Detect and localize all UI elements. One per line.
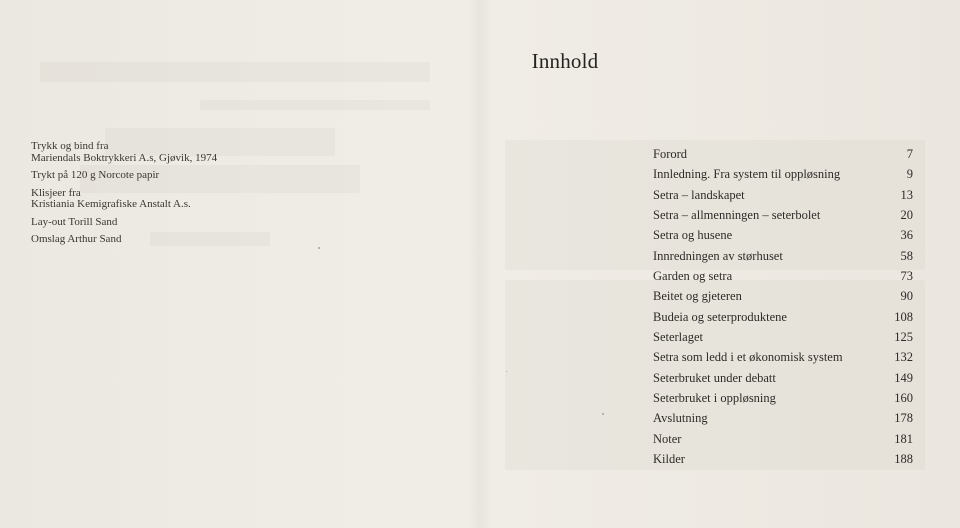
toc-entry-page: 58 — [900, 248, 913, 263]
toc-entry-page: 178 — [894, 411, 913, 426]
toc-entry-title: Innledning. Fra system til oppløsning — [653, 167, 841, 182]
toc-entry — [653, 144, 913, 164]
table-of-contents — [653, 144, 913, 470]
toc-entry — [653, 408, 913, 428]
toc-entry-page: 7 — [906, 147, 913, 161]
imprint-colophon — [31, 141, 291, 252]
toc-entry — [653, 286, 913, 306]
toc-entry-title: Setra – landskapet — [653, 187, 745, 202]
toc-entry — [653, 429, 913, 449]
toc-entry — [653, 388, 913, 408]
toc-entry — [653, 327, 913, 347]
toc-entry — [653, 164, 913, 184]
imprint-plates — [31, 188, 291, 211]
toc-entry-title: Setra – allmenningen – seterbolet — [653, 208, 821, 223]
toc-entry-page: 36 — [900, 228, 913, 243]
toc-entry-title: Innredningen av størhuset — [653, 248, 783, 263]
imprint-line: Trykk og bind fra — [31, 140, 109, 152]
toc-entry-page: 149 — [894, 370, 913, 385]
toc-entry-page: 181 — [894, 431, 913, 446]
toc-entry — [653, 307, 913, 327]
imprint-line: Lay-out Torill Sand — [31, 215, 118, 228]
toc-entry-title: Avslutning — [653, 411, 708, 426]
paper-speck — [602, 413, 604, 415]
toc-entry-title: Forord — [653, 147, 688, 161]
toc-entry-title: Noter — [653, 431, 682, 446]
show-through-heading — [40, 62, 430, 82]
toc-entry-page: 188 — [894, 452, 913, 467]
toc-entry — [653, 246, 913, 266]
toc-entry — [653, 449, 913, 469]
toc-entry-title: Seterbruket under debatt — [653, 370, 776, 385]
imprint-cover — [31, 234, 291, 246]
imprint-line: Kristiania Kemigrafiske Anstalt A.s. — [31, 198, 191, 210]
toc-entry — [653, 266, 913, 286]
toc-entry — [653, 347, 913, 367]
toc-entry-page: 90 — [900, 289, 913, 304]
toc-entry-title: Setra som ledd i et økonomisk system — [653, 350, 843, 365]
toc-entry-title: Beitet og gjeteren — [653, 289, 742, 304]
imprint-line: Trykt på 120 g Norcote papir — [31, 169, 160, 181]
toc-entry-page: 20 — [900, 208, 913, 223]
imprint-printer — [31, 141, 291, 164]
toc-entry-title: Seterbruket i oppløsning — [653, 391, 776, 406]
imprint-line: Mariendals Boktrykkeri A.s, Gjøvik, 1974 — [31, 151, 218, 164]
toc-entry-page: 9 — [906, 167, 913, 182]
toc-entry-page: 132 — [894, 350, 913, 365]
toc-entry-title: Seterlaget — [653, 330, 703, 345]
imprint-layout — [31, 217, 291, 229]
toc-entry — [653, 368, 913, 388]
paper-speck — [506, 371, 507, 372]
toc-entry-title: Garden og setra — [653, 269, 733, 284]
toc-entry-title: Budeia og seterproduktene — [653, 309, 787, 324]
imprint-line: Omslag Arthur Sand — [31, 233, 122, 245]
toc-entry-title: Kilder — [653, 452, 685, 467]
toc-entry-title: Setra og husene — [653, 228, 733, 243]
book-gutter — [468, 0, 492, 528]
toc-entry-page: 108 — [894, 309, 913, 324]
show-through-subtitle — [200, 100, 430, 110]
toc-entry-page: 13 — [900, 187, 913, 202]
paper-speck — [318, 247, 320, 249]
toc-entry — [653, 185, 913, 205]
imprint-line: Klisjeer fra — [31, 186, 81, 199]
toc-entry-page: 125 — [894, 330, 913, 345]
contents-title: Innhold — [531, 49, 599, 73]
toc-entry — [653, 205, 913, 225]
toc-entry-page: 160 — [894, 391, 913, 406]
toc-entry-page: 73 — [900, 269, 913, 284]
imprint-paper — [31, 170, 291, 182]
toc-entry — [653, 225, 913, 245]
